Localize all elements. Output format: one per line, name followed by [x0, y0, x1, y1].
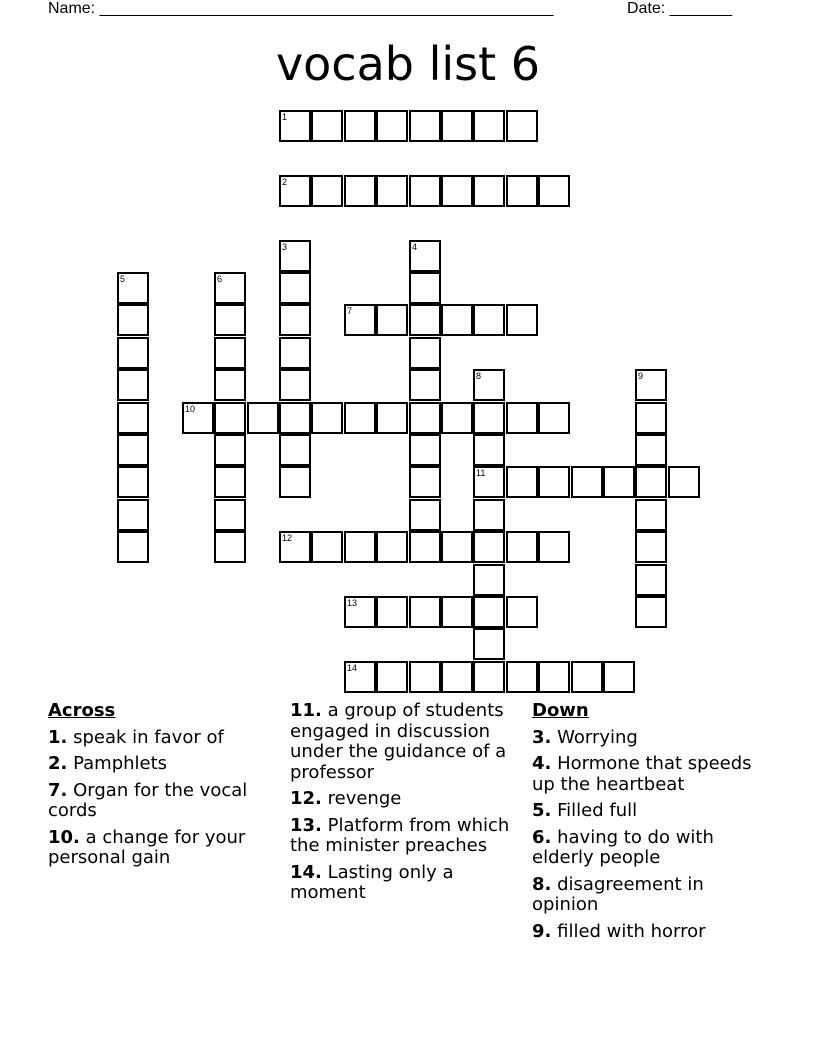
grid-cell[interactable]	[603, 661, 635, 693]
grid-cell[interactable]	[214, 434, 246, 466]
grid-cell[interactable]	[506, 304, 538, 336]
clue-start-number: 7	[347, 306, 353, 316]
clue-text: a group of students engaged in discussion under the guidance of a professor	[290, 700, 507, 783]
clue-text: speak in favor of	[73, 726, 224, 748]
grid-cell[interactable]	[214, 304, 246, 336]
grid-cell[interactable]	[214, 369, 246, 401]
clue-number: 13.	[290, 814, 322, 836]
grid-cell[interactable]	[214, 499, 246, 531]
grid-cell[interactable]	[506, 661, 538, 693]
grid-cell[interactable]	[344, 402, 376, 434]
grid-cell[interactable]	[473, 661, 505, 693]
grid-cell[interactable]	[117, 369, 149, 401]
clue-number: 11.	[290, 700, 322, 721]
grid-cell[interactable]	[117, 402, 149, 434]
grid-cell[interactable]	[214, 531, 246, 563]
clue-number: 5.	[532, 800, 552, 821]
grid-cell[interactable]	[473, 434, 505, 466]
grid-cell[interactable]	[344, 175, 376, 207]
clue-start-number: 8	[476, 371, 482, 381]
grid-cell[interactable]	[473, 564, 505, 596]
grid-cell[interactable]	[214, 337, 246, 369]
clue-text: Hormone that speeds up the heartbeat	[532, 753, 752, 795]
grid-cell[interactable]	[473, 110, 505, 142]
clue-start-number: 10	[185, 404, 196, 414]
across-clue-12	[290, 789, 528, 810]
down-clue-4	[532, 754, 770, 795]
grid-cell[interactable]	[376, 304, 408, 336]
grid-cell[interactable]	[344, 110, 376, 142]
name-field-label: Name: ___________________________________________________	[48, 0, 554, 17]
grid-cell[interactable]	[409, 596, 441, 628]
clue-text: Worrying	[557, 726, 638, 748]
grid-cell[interactable]	[117, 304, 149, 336]
grid-cell[interactable]	[506, 110, 538, 142]
grid-cell[interactable]	[538, 466, 570, 498]
grid-cell[interactable]	[409, 661, 441, 693]
grid-cell[interactable]	[473, 175, 505, 207]
grid-cell[interactable]	[409, 369, 441, 401]
across-clue-11	[290, 701, 528, 783]
page-title: vocab list 6	[275, 37, 541, 91]
clue-text: Filled full	[557, 800, 638, 821]
clue-text: Organ for the vocal cords	[48, 779, 248, 821]
clue-number: 4.	[532, 753, 552, 774]
down-heading: Down	[532, 700, 589, 721]
grid-cell[interactable]	[311, 110, 343, 142]
across-clue-14	[290, 863, 528, 904]
grid-cell[interactable]	[117, 337, 149, 369]
grid-cell[interactable]	[635, 499, 667, 531]
clue-start-number: 4	[412, 242, 418, 252]
grid-cell[interactable]	[279, 466, 311, 498]
clue-start-number: 6	[217, 274, 223, 284]
grid-cell[interactable]	[376, 661, 408, 693]
grid-cell[interactable]	[441, 596, 473, 628]
grid-cell[interactable]	[635, 531, 667, 563]
clue-number: 10.	[48, 826, 80, 848]
grid-cell[interactable]	[473, 499, 505, 531]
clue-number: 12.	[290, 788, 322, 809]
grid-cell[interactable]	[538, 661, 570, 693]
clues-across-column-1	[48, 701, 286, 875]
across-clue-13	[290, 816, 528, 857]
clue-start-number: 14	[347, 663, 358, 673]
grid-cell[interactable]	[635, 596, 667, 628]
grid-cell[interactable]	[635, 564, 667, 596]
grid-cell[interactable]	[279, 304, 311, 336]
grid-cell[interactable]	[279, 402, 311, 434]
grid-cell[interactable]	[473, 628, 505, 660]
down-clue-3	[532, 728, 770, 749]
grid-cell[interactable]	[409, 304, 441, 336]
grid-cell[interactable]	[117, 499, 149, 531]
clue-text: Lasting only a moment	[290, 861, 454, 903]
grid-cell[interactable]	[117, 434, 149, 466]
clue-text: Platform from which the minister preaches	[290, 814, 510, 856]
grid-cell[interactable]	[311, 531, 343, 563]
clue-number: 6.	[532, 826, 552, 848]
grid-cell[interactable]	[279, 337, 311, 369]
clue-start-number: 9	[638, 371, 644, 381]
across-clue-10	[48, 828, 286, 869]
grid-cell[interactable]	[538, 531, 570, 563]
clue-number: 2.	[48, 753, 68, 774]
clue-text: a change for your personal gain	[48, 826, 246, 868]
clue-text: revenge	[327, 788, 402, 809]
grid-cell[interactable]	[214, 466, 246, 498]
grid-cell[interactable]	[409, 499, 441, 531]
clue-number: 8.	[532, 873, 552, 895]
grid-cell[interactable]	[603, 466, 635, 498]
grid-cell[interactable]	[538, 175, 570, 207]
clues-down-column	[532, 701, 770, 948]
grid-cell[interactable]	[473, 402, 505, 434]
clue-start-number: 11	[476, 468, 486, 478]
grid-cell[interactable]	[117, 531, 149, 563]
grid-cell[interactable]	[441, 175, 473, 207]
clue-number: 1.	[48, 726, 68, 748]
clue-start-number: 2	[282, 177, 288, 187]
grid-cell[interactable]	[279, 369, 311, 401]
clue-start-number: 3	[282, 242, 288, 252]
grid-cell[interactable]	[473, 531, 505, 563]
grid-cell[interactable]	[571, 661, 603, 693]
clue-text: Pamphlets	[73, 753, 168, 774]
grid-cell[interactable]	[376, 110, 408, 142]
clue-text: filled with horror	[557, 920, 706, 942]
grid-cell[interactable]	[441, 531, 473, 563]
grid-cell[interactable]	[376, 402, 408, 434]
down-clue-9	[532, 922, 770, 943]
grid-cell[interactable]	[376, 531, 408, 563]
grid-cell[interactable]	[409, 466, 441, 498]
grid-cell[interactable]	[376, 596, 408, 628]
grid-cell[interactable]	[409, 531, 441, 563]
grid-cell[interactable]	[506, 531, 538, 563]
grid-cell[interactable]	[409, 434, 441, 466]
grid-cell[interactable]	[117, 466, 149, 498]
grid-cell[interactable]	[668, 466, 700, 498]
clue-start-number: 13	[347, 598, 358, 608]
grid-cell[interactable]	[376, 175, 408, 207]
clue-text: disagreement in opinion	[532, 873, 704, 915]
down-clue-6	[532, 828, 770, 869]
across-clue-1	[48, 728, 286, 749]
grid-cell[interactable]	[506, 466, 538, 498]
grid-cell[interactable]	[214, 402, 246, 434]
clue-number: 7.	[48, 779, 68, 801]
grid-cell[interactable]	[409, 272, 441, 304]
down-clue-8	[532, 875, 770, 916]
grid-cell[interactable]	[441, 402, 473, 434]
grid-cell[interactable]	[409, 175, 441, 207]
grid-cell[interactable]	[473, 596, 505, 628]
grid-cell[interactable]	[506, 596, 538, 628]
grid-cell[interactable]	[441, 110, 473, 142]
grid-cell[interactable]	[311, 402, 343, 434]
grid-cell[interactable]	[409, 402, 441, 434]
clue-number: 14.	[290, 861, 322, 883]
clue-number: 3.	[532, 726, 552, 748]
grid-cell[interactable]	[279, 272, 311, 304]
grid-cell[interactable]	[506, 402, 538, 434]
grid-cell[interactable]	[441, 304, 473, 336]
date-field-label: Date: _______	[627, 0, 732, 17]
grid-cell[interactable]	[441, 661, 473, 693]
clue-number: 9.	[532, 920, 552, 942]
grid-cell[interactable]	[506, 175, 538, 207]
grid-cell[interactable]	[635, 402, 667, 434]
across-clue-7	[48, 781, 286, 822]
across-heading: Across	[48, 700, 116, 721]
clue-start-number: 5	[120, 274, 126, 284]
grid-cell[interactable]	[635, 466, 667, 498]
clue-text: having to do with elderly people	[532, 826, 714, 868]
grid-cell[interactable]	[311, 175, 343, 207]
across-clue-2	[48, 754, 286, 775]
grid-cell[interactable]	[409, 110, 441, 142]
grid-cell[interactable]	[538, 402, 570, 434]
down-clue-5	[532, 801, 770, 822]
clue-start-number: 1	[282, 112, 288, 122]
grid-cell[interactable]	[247, 402, 279, 434]
clue-start-number: 12	[282, 533, 293, 543]
grid-cell[interactable]	[344, 531, 376, 563]
grid-cell[interactable]	[279, 434, 311, 466]
clues-across-column-2	[290, 701, 528, 910]
grid-cell[interactable]	[635, 434, 667, 466]
grid-cell[interactable]	[473, 304, 505, 336]
grid-cell[interactable]	[409, 337, 441, 369]
grid-cell[interactable]	[571, 466, 603, 498]
